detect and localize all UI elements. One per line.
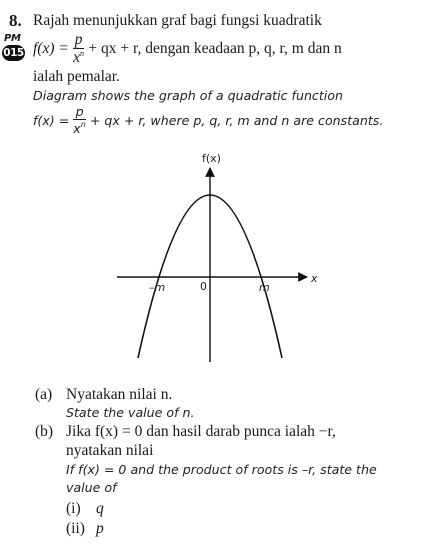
part-a-label: (a) bbox=[35, 386, 53, 403]
eng-fraction-numerator: p bbox=[73, 106, 86, 120]
right-root-label: m bbox=[259, 281, 270, 294]
malay-line-2-rest: + qx + r, dengan keadaan p, q, r, m dan n bbox=[88, 40, 342, 58]
den-base: x bbox=[73, 48, 81, 66]
eng-den-exponent: n bbox=[80, 119, 86, 129]
x-axis-label: x bbox=[311, 272, 318, 285]
part-b-english-2: value of bbox=[66, 480, 117, 495]
left-root-label: –m bbox=[149, 281, 166, 294]
english-line-1: Diagram shows the graph of a quadratic function bbox=[33, 88, 343, 103]
year-badge: 015 bbox=[3, 47, 24, 59]
eng-den-base: x bbox=[73, 120, 81, 136]
eng-fx-label: f(x) = bbox=[33, 113, 70, 129]
fx-label: f(x) = bbox=[33, 40, 69, 58]
part-b-i-var: q bbox=[96, 500, 104, 517]
part-b-i-label: (i) bbox=[66, 500, 81, 517]
part-b-label: (b) bbox=[35, 423, 54, 440]
malay-line-1: Rajah menunjukkan graf bagi fungsi kuadratik bbox=[33, 12, 322, 29]
part-a-english: State the value of n. bbox=[66, 405, 195, 420]
malay-line-3: ialah pemalar. bbox=[33, 68, 120, 85]
english-line-2-rest: + qx + r, where p, q, r, m and n are constants. bbox=[89, 113, 384, 129]
y-axis-label: f(x) bbox=[202, 152, 221, 165]
fraction-numerator: p bbox=[74, 31, 83, 48]
part-b-ii-var: p bbox=[96, 520, 104, 537]
part-b-malay-1: Jika f(x) = 0 dan hasil darab punca ialah −r, bbox=[66, 423, 336, 440]
question-number: 8. bbox=[9, 11, 22, 30]
den-exponent: n bbox=[80, 48, 85, 58]
badge-top-text: PM bbox=[4, 33, 21, 44]
part-b-english-1: If f(x) = 0 and the product of roots is –r, state the bbox=[66, 462, 377, 477]
part-b-malay-2: nyatakan nilai bbox=[66, 442, 154, 459]
origin-label: 0 bbox=[200, 280, 207, 293]
part-b-ii-label: (ii) bbox=[66, 520, 85, 537]
part-a-malay: Nyatakan nilai n. bbox=[66, 386, 173, 403]
